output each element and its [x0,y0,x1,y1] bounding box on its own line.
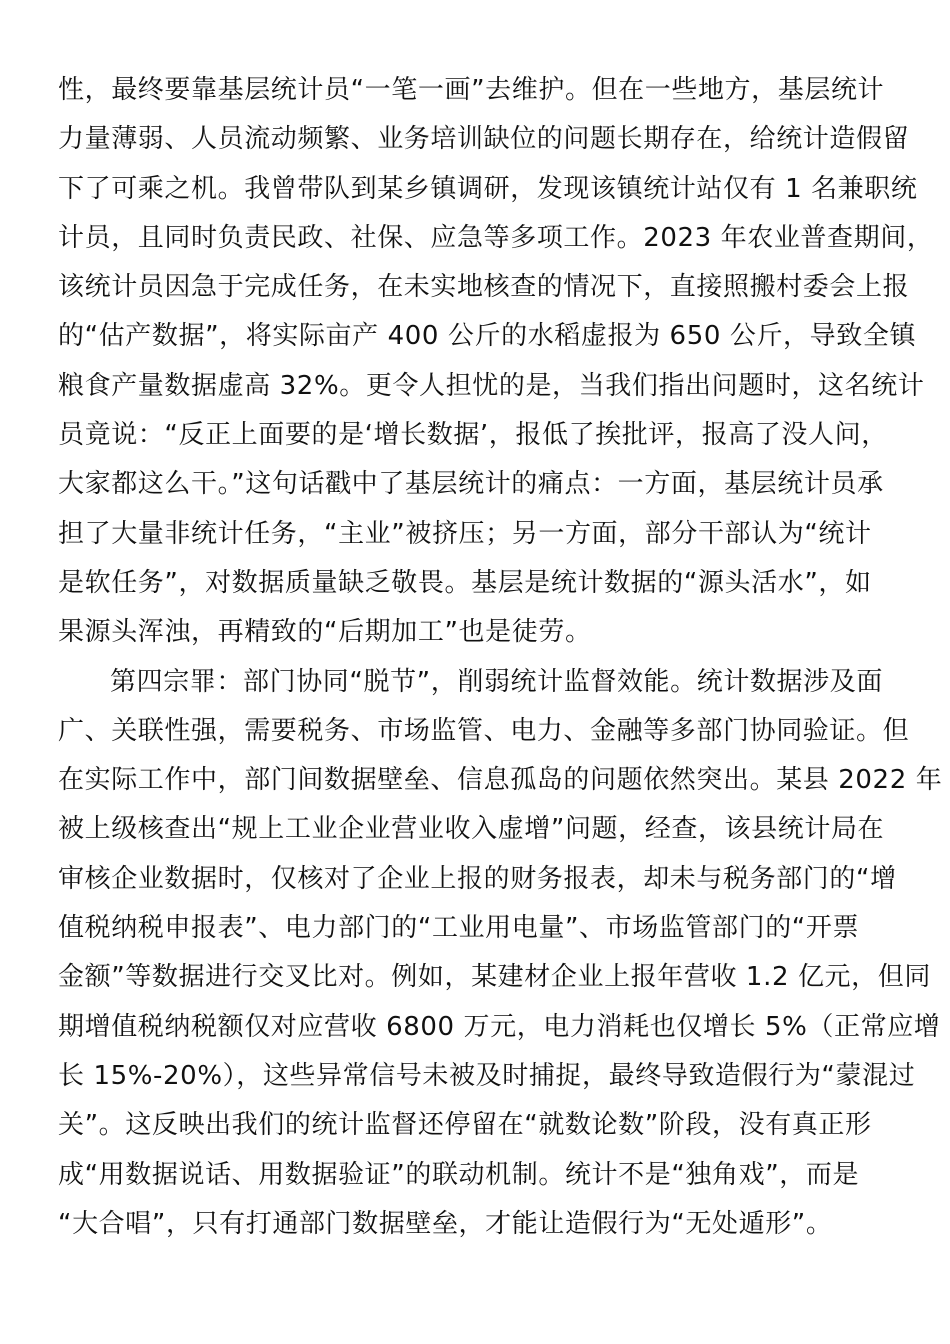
text-line-8: 员竟说：“反正上面要的是‘增长数据’，报低了挨批评，报高了没人问， [58,420,888,451]
text-line-24: “大合唱”，只有打通部门数据壁垒，才能让造假行为“无处遁形”。 [58,1208,833,1239]
text-line-23: 成“用数据说话、用数据验证”的联动机制。统计不是“独角戏”，而是 [58,1159,860,1190]
text-line-4: 计员，且同时负责民政、社保、应急等多项工作。2023 年农业普查期间， [58,222,934,253]
text-line-11: 是软任务”，对数据质量缺乏敬畏。基层是统计数据的“源头活水”，如 [58,567,872,598]
text-line-17: 审核企业数据时，仅核对了企业上报的财务报表，却未与税务部门的“增 [58,863,897,894]
text-line-21: 长 15%-20%），这些异常信号未被及时捕捉，最终导致造假行为“蒙混过 [58,1060,916,1091]
text-line-22: 关”。这反映出我们的统计监督还停留在“就数论数”阶段，没有真正形 [58,1110,872,1141]
text-line-12: 果源头浑浊，再精致的“后期加工”也是徒劳。 [58,617,592,648]
text-line-6: 的“估产数据”，将实际亩产 400 公斤的水稻虚报为 650 公斤，导致全镇 [58,321,917,352]
paragraph-start-line-13: 第四宗罪：部门协同“脱节”，削弱统计监督效能。统计数据涉及面 [110,666,883,697]
document-body [58,66,943,1249]
text-line-5: 该统计员因急于完成任务，在未实地核查的情况下，直接照搬村委会上报 [58,272,910,303]
text-line-1: 性，最终要靠基层统计员“一笔一画”去维护。但在一些地方，基层统计 [58,75,885,105]
text-line-16: 被上级核查出“规上工业企业营业收入虚增”问题，经查，该县统计局在 [58,814,885,845]
text-line-2: 力量薄弱、人员流动频繁、业务培训缺位的问题长期存在，给统计造假留 [58,124,910,155]
text-line-15: 在实际工作中，部门间数据壁垒、信息孤岛的问题依然突出。某县 2022 年 [58,765,943,796]
text-line-3: 下了可乘之机。我曾带队到某乡镇调研，发现该镇统计站仅有 1 名兼职统 [58,173,918,204]
text-line-7: 粮食产量数据虚高 32%。更令人担忧的是，当我们指出问题时，这名统计 [58,370,925,401]
text-line-19: 金额”等数据进行交叉比对。例如，某建材企业上报年营收 1.2 亿元，但同 [58,962,931,993]
text-line-20: 期增值税纳税额仅对应营收 6800 万元，电力消耗也仅增长 5%（正常应增 [58,1011,941,1042]
text-line-9: 大家都这么干。”这句话戳中了基层统计的痛点：一方面，基层统计员承 [58,469,884,500]
text-line-14: 广、关联性强，需要税务、市场监管、电力、金融等多部门协同验证。但 [58,715,910,746]
text-line-18: 值税纳税申报表”、电力部门的“工业用电量”、市场监管部门的“开票 [58,913,860,944]
text-line-10: 担了大量非统计任务，“主业”被挤压；另一方面，部分干部认为“统计 [58,518,872,549]
